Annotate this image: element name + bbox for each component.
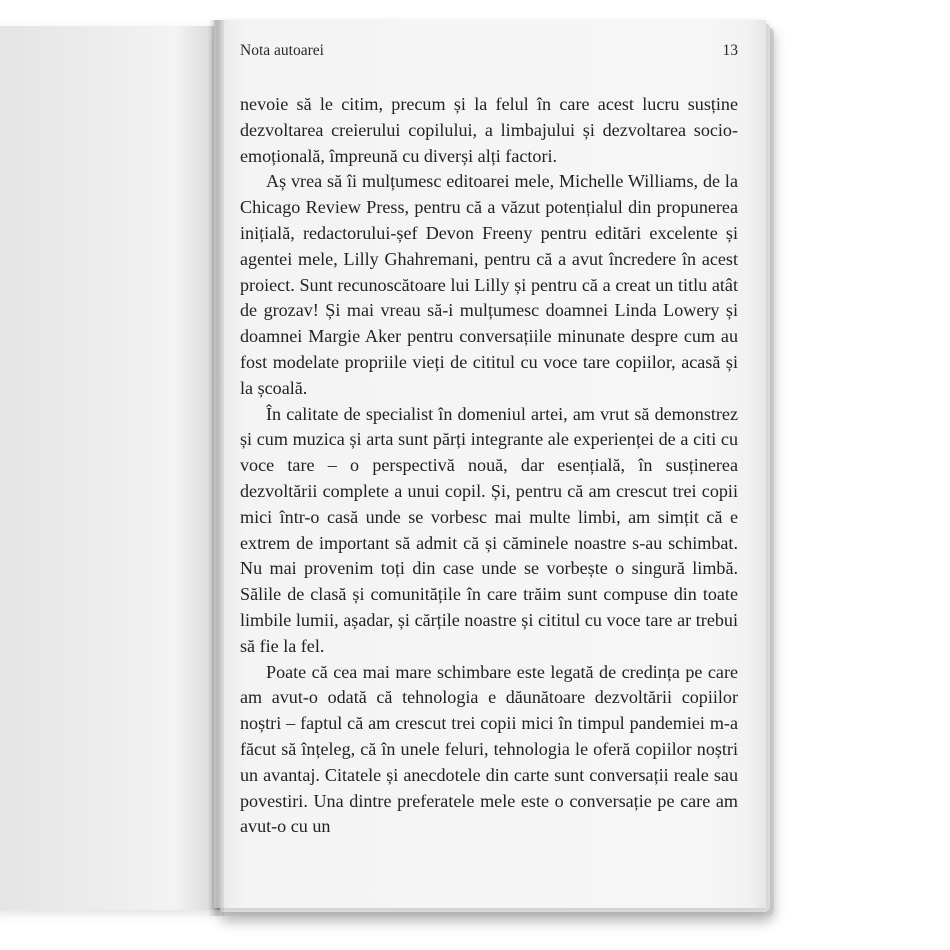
paragraph: Poate că cea mai mare schimbare este legată de credința pe care am avut-o odată că tehnologia e dăunătoare dezvoltării copiilor noștri – faptul că am crescut trei copii mici în timpul pandemiei m-a făcut să înțeleg, că în unele feluri, tehnologia le oferă copiilor noștri un avantaj. Citatele și anecdotele din carte sunt conversații reale sau povestiri. Una dintre preferatele mele este o conversație pe care am avut-o cu un — [240, 661, 738, 837]
running-head — [240, 42, 738, 62]
right-page — [214, 20, 766, 908]
page-number: 13 — [722, 42, 738, 59]
body-text — [240, 92, 738, 840]
paragraph: nevoie să le citim, precum și la felul în care acest lucru susține dezvoltarea creierului copilului, a limbajului și dezvoltarea socio-emoțională, împreună cu diverși alți factori. — [240, 94, 738, 166]
paragraph: Aș vrea să îi mulțumesc editoarei mele, Michelle Williams, de la Chicago Review Press, pentru că a văzut potențialul din propunerea inițială, redactorului-șef Devon Freeny pentru editări excelente și agentei mele, Lilly Ghahremani, pentru că a avut încredere în acest proiect. Sunt recunoscătoare lui Lilly și pentru că a creat un titlu atât de grozav! Și mai vreau să-i mulțumesc doamnei Linda Lowery și doamnei Margie Aker pentru conversațiile minunate despre cum au fost modelate propriile vieți de cititul cu voce tare copiilor, acasă și la școală. — [240, 171, 738, 398]
running-title: Nota autoarei — [240, 42, 324, 59]
book-gutter — [208, 20, 224, 916]
paragraph: În calitate de specialist în domeniul artei, am vrut să demonstrez și cum muzica și arta sunt părți integrante ale experienței de a citi cu voce tare – o perspectivă nouă, dar esențială, în susținerea dezvoltării complete a unui copil. Și, pentru că am crescut trei copii mici într-o casă unde se vorbesc mai multe limbi, am simțit că e extrem de important să admit că și căminele noastre s-au schimbat. Nu mai provenim toți din case unde se vorbește o singură limbă. Sălile de clasă și comunitățile în care trăim sunt compuse din toate limbile lumii, așadar, și cărțile noastre și cititul cu voce tare ar trebui să fie la fel. — [240, 403, 738, 656]
left-page — [0, 26, 220, 910]
